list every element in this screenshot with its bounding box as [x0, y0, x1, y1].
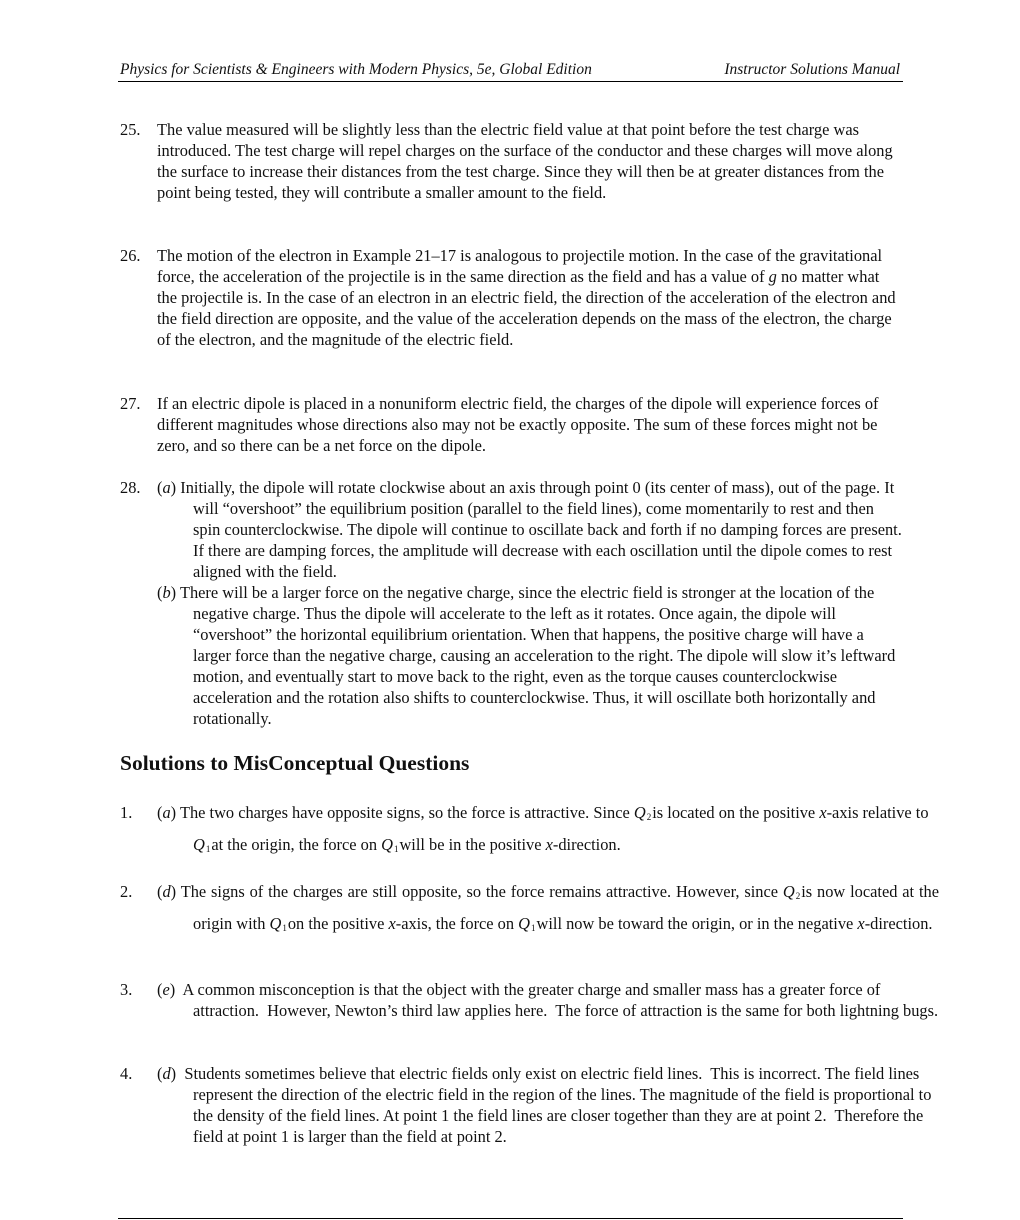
- answer-text: (d) The signs of the charges are still opposite, so the force remains attractive. However, since $Q_2is$ now located at the origin with $Q_1on$ the positive x-axis, the force on $Q_1will$ now be toward the origin, or in the negative x-direction.: [157, 882, 939, 933]
- item-number: 28.: [120, 478, 141, 497]
- variable-g: g: [768, 267, 777, 286]
- item-number: 25.: [120, 120, 141, 139]
- question-2: [120, 878, 939, 942]
- item-text: If an electric dipole is placed in a nonuniform electric field, the charges of the dipole will experience forces of different magnitudes whose directions also may not be exactly opposite. The sum of these forces might not be zero, and so there can be a net force on the dipole.: [157, 394, 879, 455]
- question-1: [120, 799, 929, 863]
- answer-text: (d) Students sometimes believe that electric fields only exist on electric field lines. This is incorrect. The field lines represent the direction of the electric field in the region of the lines. The magnitude of the field is proportional to the density of the field lines. At point 1 the field lines are closer together than they are at point 2. Therefore the field at point 1 is larger than the field at point 2.: [157, 1064, 936, 1146]
- part-b: (b) There will be a larger force on the negative charge, since the electric field is stronger at the location of the negative charge. Thus the dipole will accelerate to the left as it rotates. Once again, the dipole will “overshoot” the horizontal equilibrium orientation. When that happens, the positive charge will have a larger force than the negative charge, causing an acceleration to the right. The dipole will slow it’s leftward motion, and eventually start to move back to the right, even as the torque causes counterclockwise acceleration and the rotation also shifts to counterclockwise. Thus, it will oscillate both horizontally and rotationally.: [157, 583, 896, 728]
- item-text: The value measured will be slightly less than the electric field value at that point before the test charge was introduced. The test charge will repel charges on the surface of the conductor and these charges will move along the surface to increase their distances from the test charge. Since they will then be at greater distances from the point being tested, they will contribute a smaller amount to the field.: [157, 120, 893, 202]
- question-number: 2.: [120, 882, 133, 901]
- book-title: Physics for Scientists & Engineers with Modern Physics, 5e, Global Edition: [120, 61, 592, 78]
- question-number: 1.: [120, 803, 133, 822]
- manual-title: Instructor Solutions Manual: [724, 61, 900, 78]
- footer-rule: [118, 1218, 903, 1219]
- section-heading: Solutions to MisConceptual Questions: [120, 751, 470, 775]
- question-4: [120, 1063, 936, 1147]
- page-header: [118, 60, 903, 82]
- question-3: [120, 979, 939, 1021]
- answer-text: (a) The two charges have opposite signs, so the force is attractive. Since $Q_2is$ located on the positive x-axis relative to $Q_1at$ the origin, the force on $Q_1will$ be in the positive x-direction.: [157, 803, 929, 854]
- item-number: 26.: [120, 246, 141, 265]
- question-number: 4.: [120, 1064, 133, 1083]
- answer-text: (e) A common misconception is that the object with the greater charge and smaller mass has a greater force of attraction. However, Newton’s third law applies here. The force of attraction is the same for both lightning bugs.: [157, 980, 939, 1020]
- item-text: The motion of the electron in Example 21–17 is analogous to projectile motion. In the case of the gravitational force, the acceleration of the projectile is in the same direction as the field and has a value of g no matter what the projectile is. In the case of an electron in an electric field, the direction of the acceleration of the electron and the field direction are opposite, and the value of the acceleration depends on the mass of the electron, the charge of the electron, and the magnitude of the electric field.: [157, 246, 896, 349]
- part-a: (a) Initially, the dipole will rotate clockwise about an axis through point 0 (its center of mass), out of the page. It will “overshoot” the equilibrium position (parallel to the field lines), come momentarily to rest and then spin counterclockwise. The dipole will continue to oscillate back and forth if no damping forces are present. If there are damping forces, the amplitude will decrease with each oscillation until the dipole comes to rest aligned with the field.: [157, 478, 902, 581]
- question-number: 3.: [120, 980, 133, 999]
- item-number: 27.: [120, 394, 141, 413]
